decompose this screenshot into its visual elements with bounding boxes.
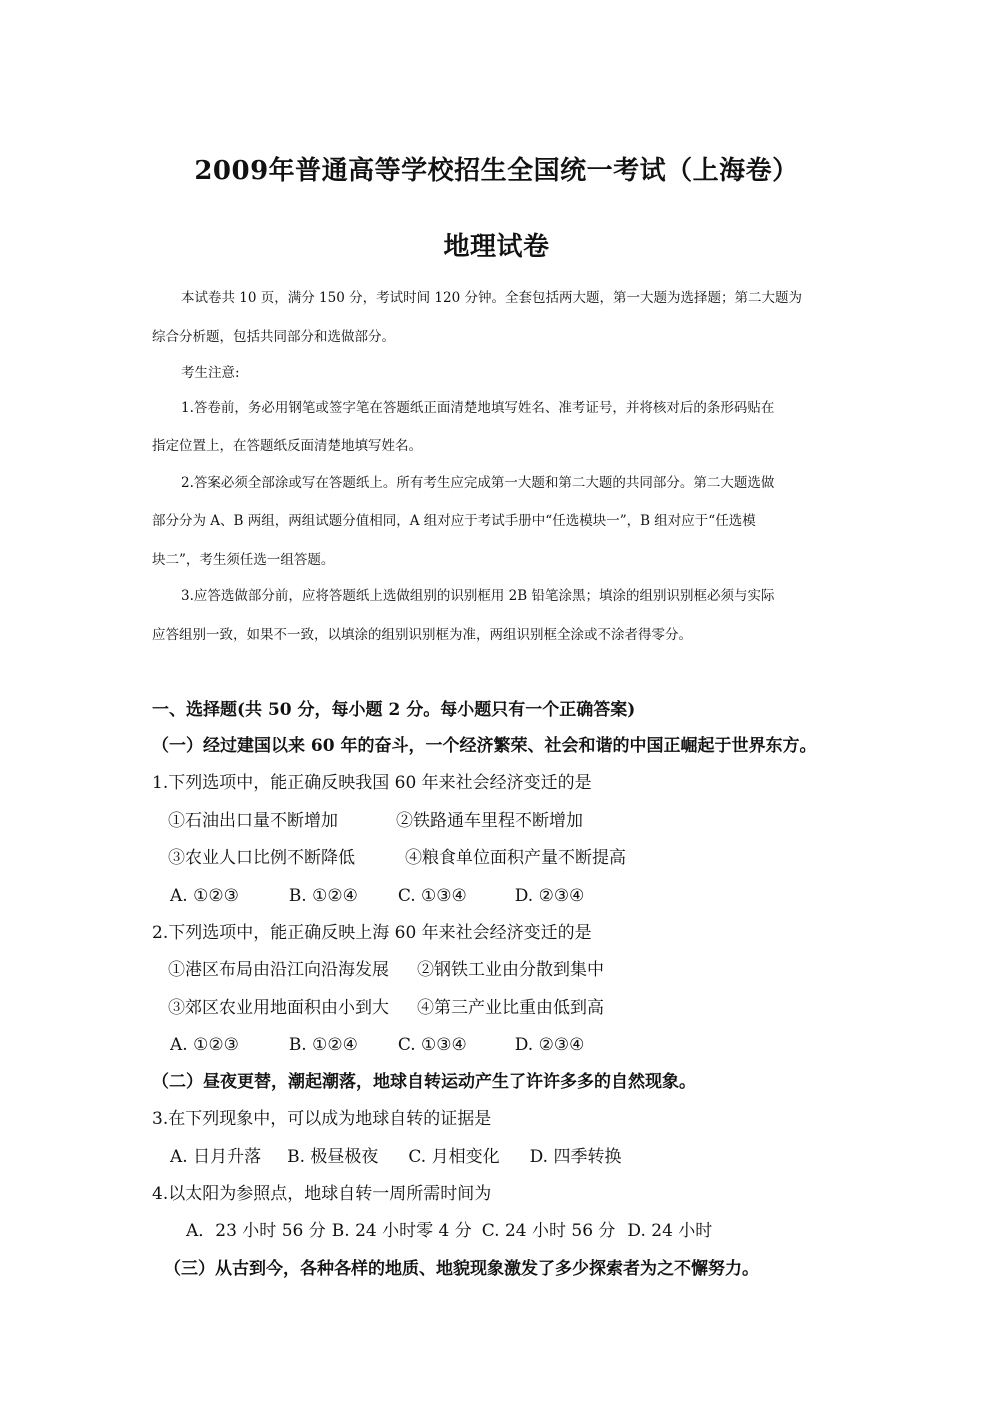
q1-option-d: D. ②③④ bbox=[514, 886, 585, 906]
q2-item-4: ④第三产业比重由低到高 bbox=[417, 998, 604, 1018]
rule-2-line-1: 2.答案必须全部涂或写在答题纸上。所有考生应完成第一大题和第二大题的共同部分。第二大题选做 bbox=[181, 475, 775, 491]
page-title: 2009年普通高等学校招生全国统一考试（上海卷） bbox=[194, 156, 799, 186]
q1-option-b: B. ①②④ bbox=[288, 886, 358, 906]
q1-options bbox=[170, 884, 584, 908]
q2-stem: 2.下列选项中，能正确反映上海 60 年来社会经济变迁的是 bbox=[152, 923, 592, 943]
q4-options bbox=[186, 1219, 712, 1243]
rule-1-line-1: 1.答卷前，务必用钢笔或签字笔在答题纸正面清楚地填写姓名、准考证号，并将核对后的条形码贴在 bbox=[181, 400, 775, 416]
page-subtitle: 地理试卷 bbox=[443, 232, 550, 262]
intro-line-2: 综合分析题，包括共同部分和选做部分。 bbox=[152, 329, 395, 345]
q3-option-d: D. 四季转换 bbox=[529, 1147, 622, 1167]
rule-2-line-2: 部分分为 A、B 两组，两组试题分值相同，A 组对应于考试手册中“任选模块一”，B 组对应于“任选模 bbox=[152, 513, 756, 529]
q2-item-2: ②钢铁工业由分散到集中 bbox=[417, 960, 604, 980]
group-1-heading: （一）经过建国以来 60 年的奋斗，一个经济繁荣、社会和谐的中国正崛起于世界东方。 bbox=[152, 736, 817, 756]
q4-option-a: A．23 小时 56 分 bbox=[186, 1221, 326, 1241]
notice-label: 考生注意: bbox=[181, 365, 240, 381]
q2-option-b: B. ①②④ bbox=[288, 1035, 358, 1055]
q2-option-d: D. ②③④ bbox=[514, 1035, 585, 1055]
intro-line-1: 本试卷共 10 页，满分 150 分，考试时间 120 分钟。全套包括两大题，第一大题为选择题；第二大题为 bbox=[181, 290, 802, 306]
q2-option-a: A. ①②③ bbox=[170, 1035, 239, 1055]
group-2-heading: （二）昼夜更替，潮起潮落，地球自转运动产生了许许多多的自然现象。 bbox=[152, 1072, 696, 1092]
q3-option-b: B. 极昼极夜 bbox=[287, 1147, 379, 1167]
q4-stem: 4.以太阳为参照点，地球自转一周所需时间为 bbox=[152, 1184, 492, 1204]
rule-3-line-2: 应答组别一致，如果不一致，以填涂的组别识别框为准，两组识别框全涂或不涂者得零分。 bbox=[152, 627, 692, 643]
q3-option-c: C. 月相变化 bbox=[408, 1147, 500, 1167]
q3-option-a: A. 日月升落 bbox=[170, 1147, 262, 1167]
q2-item-3: ③郊区农业用地面积由小到大 bbox=[168, 998, 389, 1018]
q2-items-row-2 bbox=[168, 996, 604, 1020]
q4-option-c: C. 24 小时 56 分 bbox=[481, 1221, 616, 1241]
q2-option-c: C. ①③④ bbox=[397, 1035, 467, 1055]
q4-option-b: B. 24 小时零 4 分 bbox=[331, 1221, 472, 1241]
q3-options bbox=[170, 1145, 621, 1169]
q1-items-row-1 bbox=[168, 809, 583, 833]
q4-option-d: D. 24 小时 bbox=[627, 1221, 713, 1241]
q2-items-row-1 bbox=[168, 958, 604, 982]
q3-stem: 3.在下列现象中，可以成为地球自转的证据是 bbox=[152, 1109, 492, 1129]
q1-item-1: ①石油出口量不断增加 bbox=[168, 811, 338, 831]
q1-item-2: ②铁路通车里程不断增加 bbox=[396, 811, 583, 831]
q1-option-c: C. ①③④ bbox=[397, 886, 467, 906]
q1-item-4: ④粮食单位面积产量不断提高 bbox=[405, 848, 626, 868]
q2-item-1: ①港区布局由沿江向沿海发展 bbox=[168, 960, 389, 980]
q1-item-3: ③农业人口比例不断降低 bbox=[168, 848, 355, 868]
rule-1-line-2: 指定位置上，在答题纸反面清楚地填写姓名。 bbox=[152, 438, 422, 454]
rule-2-line-3: 块二”，考生须任选一组答题。 bbox=[152, 552, 335, 568]
q1-stem: 1.下列选项中，能正确反映我国 60 年来社会经济变迁的是 bbox=[152, 773, 592, 793]
q1-option-a: A. ①②③ bbox=[170, 886, 239, 906]
q2-options bbox=[170, 1033, 584, 1057]
rule-3-line-1: 3.应答选做部分前，应将答题纸上选做组别的识别框用 2B 铅笔涂黑；填涂的组别识别框必须与实际 bbox=[181, 588, 775, 604]
group-3-heading: （三）从古到今，各种各样的地质、地貌现象激发了多少探索者为之不懈努力。 bbox=[164, 1259, 759, 1279]
section-heading: 一、选择题(共 50 分，每小题 2 分。每小题只有一个正确答案) bbox=[152, 700, 636, 720]
q1-items-row-2 bbox=[168, 846, 626, 870]
